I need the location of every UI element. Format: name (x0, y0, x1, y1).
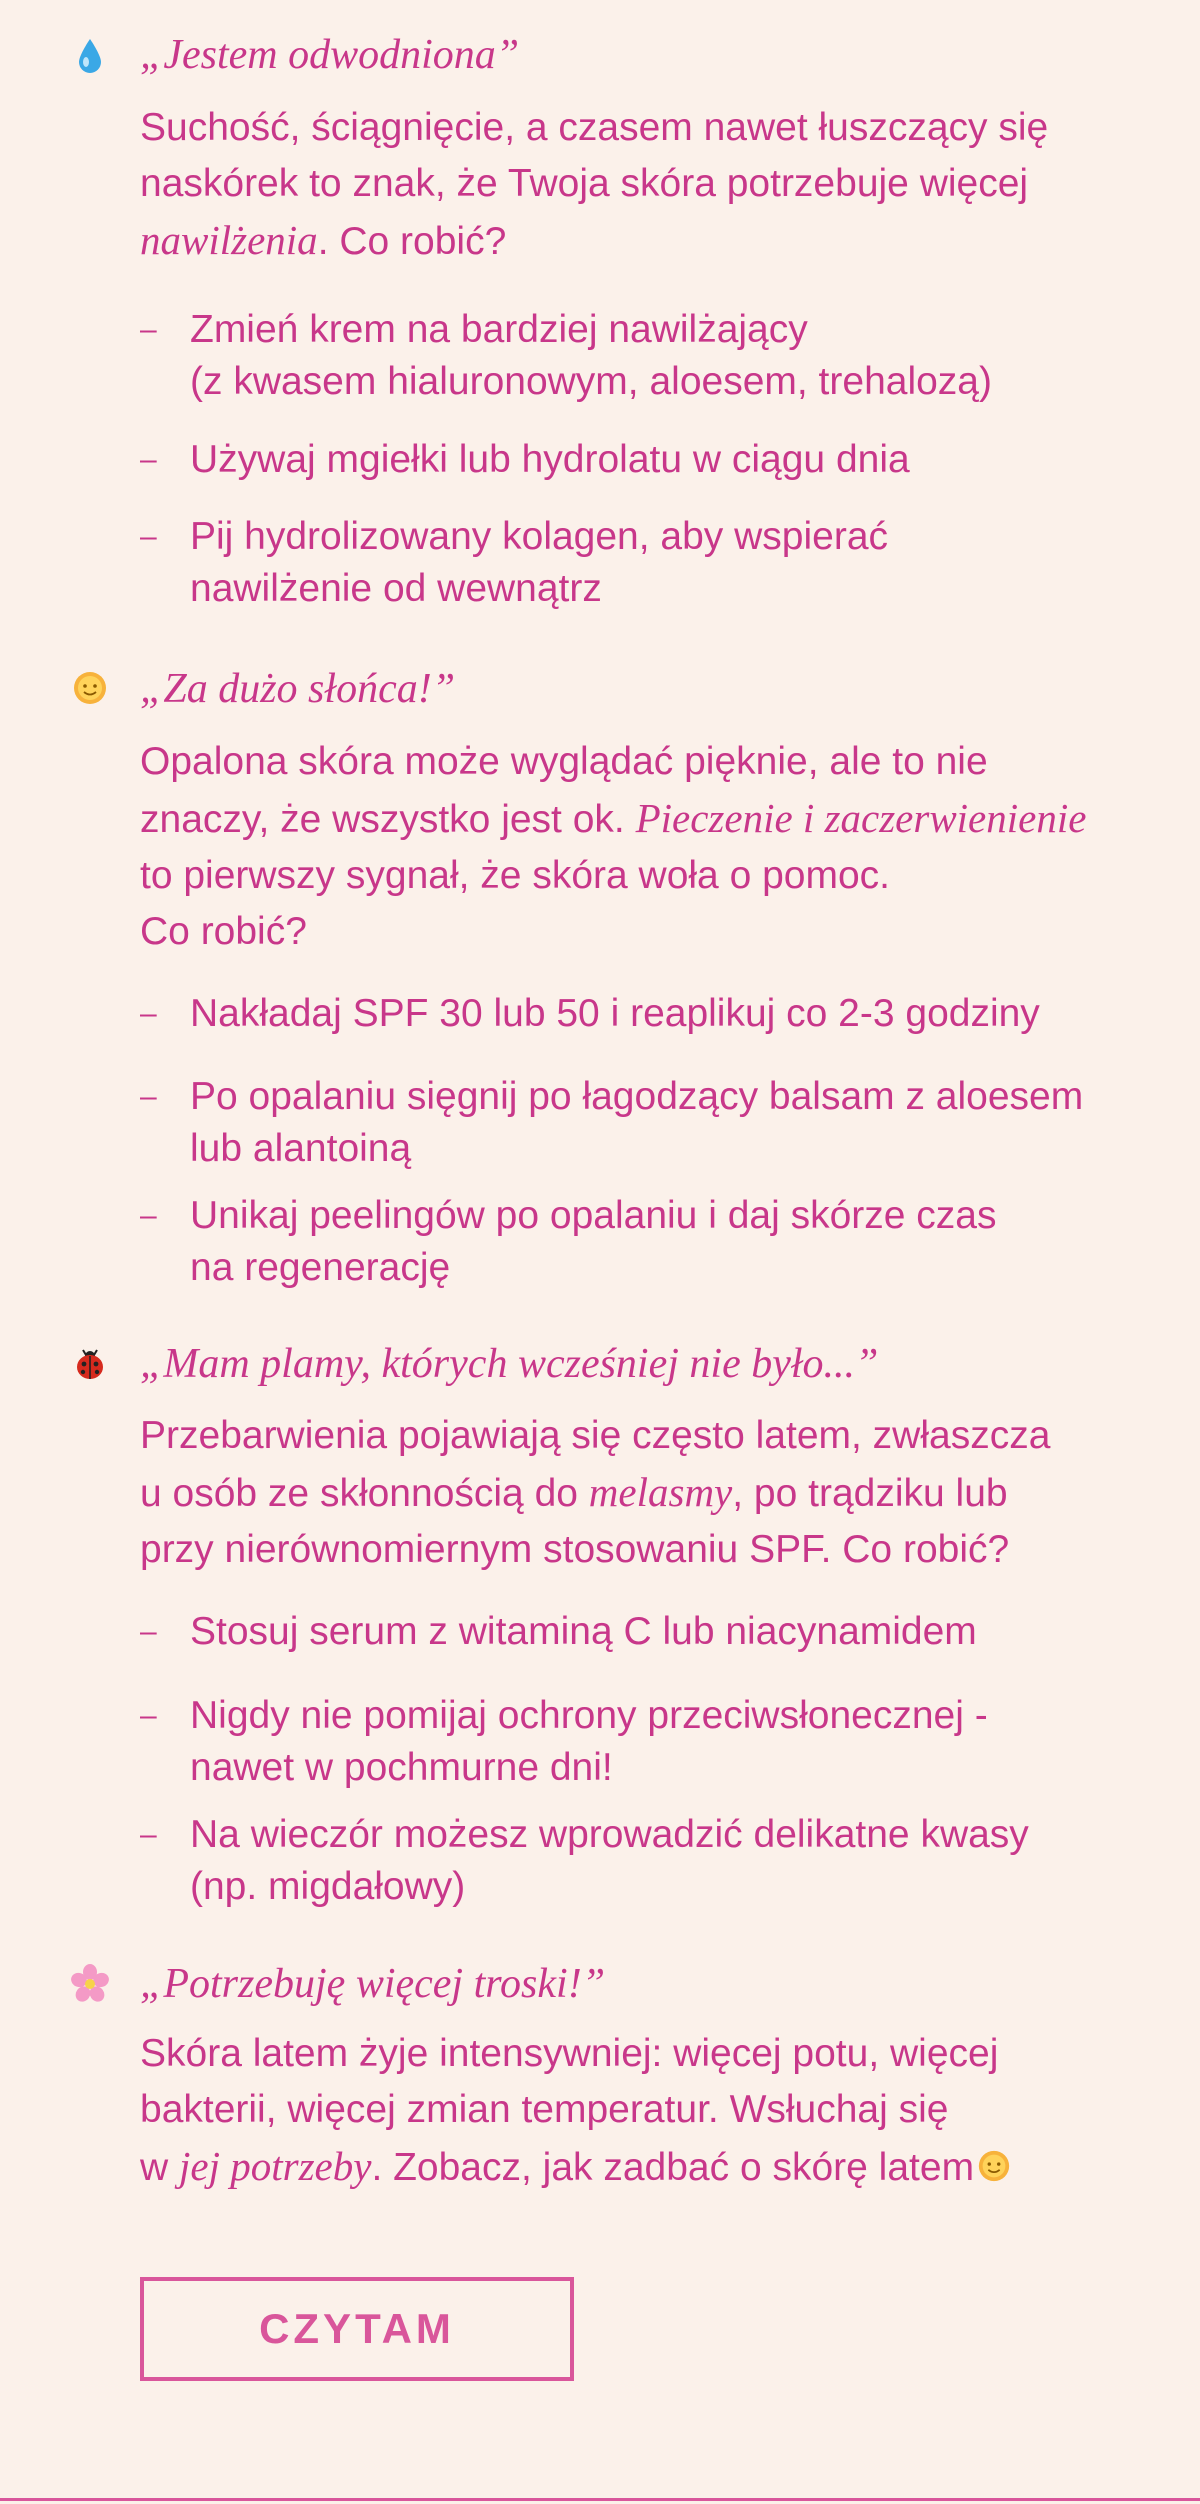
section-body-more-care: Skóra latem żyje intensywniej: więcej potu, więcej bakterii, więcej zmian temperatur. Wsłuchaj się w jej potrzeby. Zobacz, jak zadbać o skórę latem (140, 2026, 1140, 2200)
read-button[interactable]: CZYTAM (140, 2277, 574, 2381)
flower-icon (70, 1963, 110, 2003)
section-heading-spots: „Mam plamy, których wcześniej nie było...” (140, 1341, 879, 1387)
sun-face-icon (976, 2144, 1012, 2200)
section-heading-more-care: „Potrzebuję więcej troski!” (140, 1961, 606, 2007)
ladybug-icon (70, 1343, 110, 1383)
section-body-dehydrated: Suchość, ściągnięcie, a czasem nawet łuszczący się naskórek to znak, że Twoja skóra potrzebuje więcej nawilżenia. Co robić? (140, 106, 1049, 263)
divider (0, 2498, 1200, 2501)
section-body-spots: Przebarwienia pojawiają się często latem, zwłaszcza u osób ze skłonnością do melasmy, po trądziku lub przy nierównomiernym stosowaniu SPF. Co robić? (140, 1414, 1051, 1571)
section-heading-too-much-sun: „Za dużo słońca!” (140, 666, 456, 712)
droplet-icon (70, 36, 110, 76)
section-heading-dehydrated: „Jestem odwodniona” (140, 32, 520, 78)
sun-face-icon (70, 668, 110, 708)
section-body-too-much-sun: Opalona skóra może wyglądać pięknie, ale to nie znaczy, że wszystko jest ok. Pieczenie i zaczerwienienie to pierwszy sygnał, że skóra woła o pomoc. Co robić? (140, 740, 1087, 953)
